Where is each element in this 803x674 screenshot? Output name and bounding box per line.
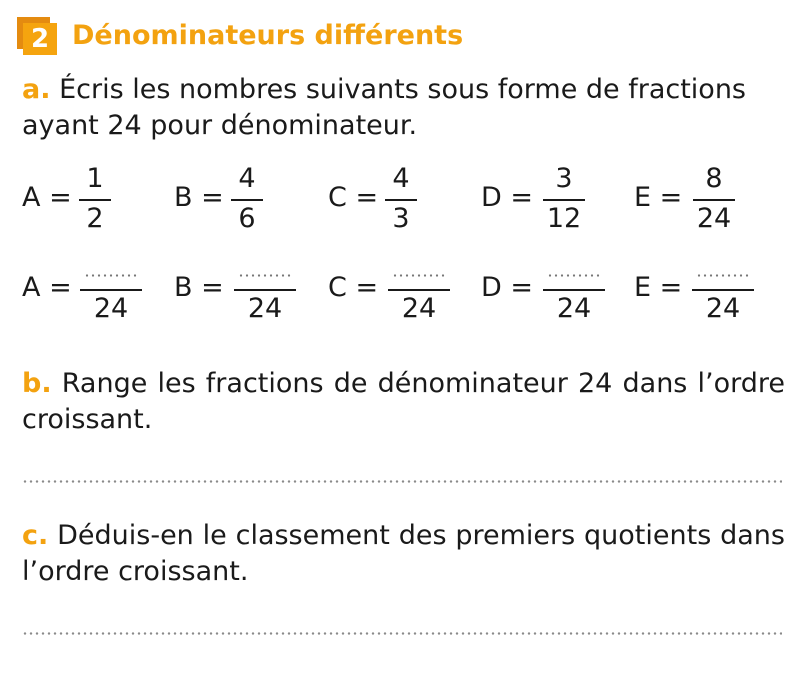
- fraction-denominator: 24: [247, 293, 283, 324]
- fraction-lhs: A =: [22, 182, 72, 213]
- fraction-bar: [692, 289, 754, 291]
- part-b-instruction-block: [22, 366, 785, 438]
- fraction: [79, 162, 111, 234]
- fraction: [543, 252, 605, 324]
- fraction-denominator: 24: [401, 293, 437, 324]
- part-a-instruction: Écris les nombres suivants sous forme de fractions ayant 24 pour dénominateur.: [22, 74, 746, 141]
- numerator-blank[interactable]: [696, 274, 750, 277]
- fraction: [231, 162, 263, 234]
- fraction-bar: [80, 289, 142, 291]
- part-a-label: a.: [22, 74, 51, 105]
- fraction-bar: [234, 289, 296, 291]
- fraction-lhs: B =: [174, 272, 224, 303]
- fraction-denominator: 6: [238, 203, 256, 234]
- part-c-instruction: Déduis-en le classement des premiers quotients dans l’ordre croissant.: [22, 520, 785, 587]
- fraction-bar: [388, 289, 450, 291]
- fraction-bar: [543, 289, 605, 291]
- fraction-lhs: E =: [634, 182, 683, 213]
- fraction-lhs: E =: [634, 272, 683, 303]
- fraction-bar: [693, 199, 735, 201]
- numerator-blank[interactable]: [238, 274, 292, 277]
- fraction-denominator: 3: [392, 203, 410, 234]
- fraction-bar: [543, 199, 585, 201]
- fraction-lhs: A =: [22, 272, 72, 303]
- exercise-number-badge: [17, 17, 57, 55]
- fraction-lhs: C =: [328, 182, 379, 213]
- part-c-instruction-block: [22, 518, 785, 590]
- numerator-blank[interactable]: [547, 274, 601, 277]
- fraction-denominator: 24: [705, 293, 741, 324]
- fraction: [388, 252, 450, 324]
- part-b-instruction: Range les fractions de dénominateur 24 dans l’ordre croissant.: [22, 368, 785, 435]
- part-b-label: b.: [22, 368, 52, 399]
- fraction-numerator: 8: [705, 163, 723, 194]
- fraction: [692, 252, 754, 324]
- numerator-blank[interactable]: [392, 274, 446, 277]
- fraction: [385, 162, 417, 234]
- fraction-lhs: D =: [481, 272, 534, 303]
- exercise-title: Dénominateurs différents: [72, 20, 464, 51]
- fraction: [693, 162, 735, 234]
- part-c-label: c.: [22, 520, 49, 551]
- fraction-denominator: 24: [93, 293, 129, 324]
- answer-fractions-row: [0, 248, 803, 328]
- exercise-number: 2: [23, 23, 57, 55]
- fraction-bar: [385, 199, 417, 201]
- fraction-lhs: B =: [174, 182, 224, 213]
- fraction-numerator: 4: [392, 163, 410, 194]
- fraction-numerator: 3: [555, 163, 573, 194]
- fraction-denominator: 2: [86, 203, 104, 234]
- fraction: [543, 162, 585, 234]
- given-fractions-row: [0, 158, 803, 238]
- fraction-numerator: 4: [238, 163, 256, 194]
- fraction: [234, 252, 296, 324]
- fraction-lhs: C =: [328, 272, 379, 303]
- fraction-denominator: 24: [556, 293, 592, 324]
- part-a-instruction-block: [22, 72, 785, 144]
- fraction-lhs: D =: [481, 182, 534, 213]
- part-b-answer-line[interactable]: [22, 480, 782, 483]
- fraction-numerator: 1: [86, 163, 104, 194]
- numerator-blank[interactable]: [84, 274, 138, 277]
- fraction-denominator: 24: [696, 203, 732, 234]
- fraction-bar: [231, 199, 263, 201]
- fraction-bar: [79, 199, 111, 201]
- part-c-answer-line[interactable]: [22, 632, 782, 635]
- fraction: [80, 252, 142, 324]
- fraction-denominator: 12: [546, 203, 582, 234]
